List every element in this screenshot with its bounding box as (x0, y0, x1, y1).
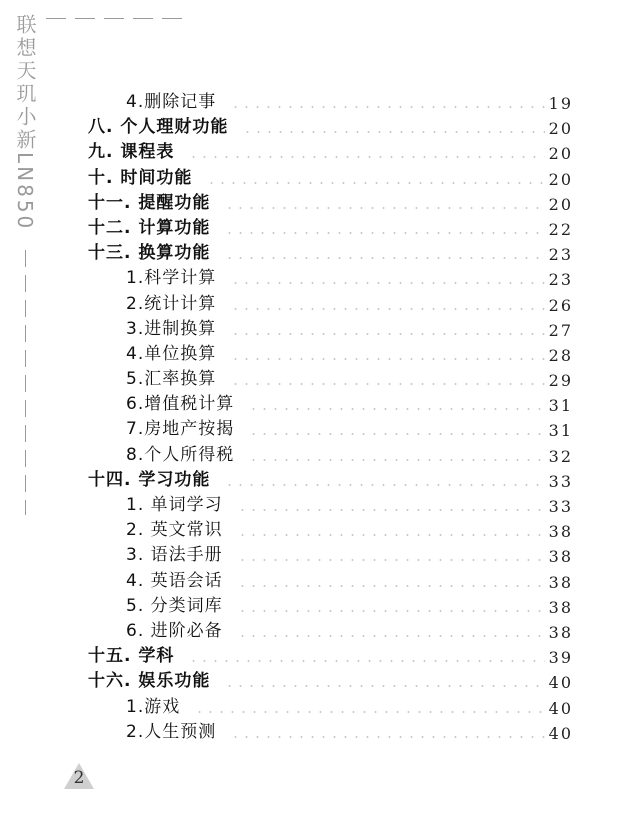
toc-entry-page: 20 (548, 144, 573, 164)
toc-entry[interactable] (0, 317, 621, 342)
toc-entry-page: 38 (548, 597, 573, 617)
dot-leader (224, 484, 545, 486)
toc-entry-title: 4. 英语会话 (126, 570, 223, 591)
dot-leader (230, 383, 545, 385)
toc-entry-title: 4.删除记事 (126, 92, 217, 112)
toc-entry-title: 十三. 换算功能 (88, 243, 211, 264)
toc-entry-page: 31 (548, 421, 573, 441)
toc-entry-page: 38 (548, 572, 573, 592)
toc-entry-title: 八. 个人理财功能 (88, 117, 229, 138)
toc-entry-page: 39 (548, 648, 573, 668)
toc-entry[interactable] (0, 468, 621, 493)
toc-entry[interactable] (0, 417, 621, 442)
dot-leader (230, 308, 545, 310)
toc-entry[interactable] (0, 695, 621, 720)
toc-entry-page: 23 (548, 270, 573, 290)
page-number: 2 (73, 768, 85, 788)
dot-leader (206, 182, 545, 184)
toc-entry[interactable] (0, 543, 621, 568)
dash (104, 18, 124, 19)
toc-entry-page: 33 (548, 471, 573, 491)
dot-leader (224, 685, 545, 687)
toc-entry-title: 十二. 计算功能 (88, 217, 211, 238)
dot-leader (230, 358, 545, 360)
toc-entry-title: 十. 时间功能 (88, 167, 193, 188)
toc-entry-title: 6.增值税计算 (126, 394, 235, 415)
dot-leader (237, 534, 545, 536)
dot-leader (230, 282, 545, 284)
toc-entry-page: 33 (548, 497, 573, 516)
toc-entry[interactable] (0, 493, 621, 518)
toc-entry-page: 40 (548, 673, 573, 693)
toc-entry-page: 31 (548, 396, 573, 416)
toc-entry[interactable] (0, 644, 621, 669)
toc-entry-title: 8.个人所得税 (126, 444, 235, 465)
toc-entry[interactable] (0, 619, 621, 644)
toc-entry-title: 5.汇率换算 (126, 369, 217, 390)
dot-leader (237, 610, 545, 612)
dash (46, 18, 66, 19)
toc-entry-page: 26 (548, 295, 573, 315)
toc-entry-title: 4.单位换算 (126, 343, 217, 364)
toc-entry[interactable] (0, 669, 621, 694)
toc-entry[interactable] (0, 216, 621, 241)
top-dash-rule (46, 18, 182, 19)
dash (75, 18, 95, 19)
toc-entry-title: 1.科学计算 (126, 268, 217, 289)
toc-entry-page: 40 (548, 698, 573, 718)
toc-entry-page: 38 (548, 522, 573, 542)
dot-leader (248, 459, 545, 461)
dot-leader (237, 635, 545, 637)
dot-leader (248, 408, 545, 410)
toc-entry-page: 20 (548, 194, 573, 214)
dot-leader (242, 131, 545, 133)
toc-entry-title: 九. 课程表 (88, 142, 175, 163)
dot-leader (237, 585, 545, 587)
toc-entry[interactable] (0, 191, 621, 216)
toc-entry-title: 7.房地产按揭 (126, 419, 235, 440)
toc-entry-page: 20 (548, 169, 573, 189)
toc-entry[interactable] (0, 140, 621, 165)
dot-leader (237, 509, 545, 511)
toc-entry[interactable] (0, 594, 621, 619)
dash (162, 18, 182, 19)
toc-entry[interactable] (0, 90, 621, 115)
toc-entry[interactable] (0, 518, 621, 543)
toc-entry-title: 3. 语法手册 (126, 545, 223, 566)
dot-leader (224, 257, 545, 259)
dot-leader (224, 207, 545, 209)
toc-entry[interactable] (0, 292, 621, 317)
toc-entry[interactable] (0, 115, 621, 140)
dot-leader (188, 156, 545, 158)
toc-entry-page: 38 (548, 547, 573, 567)
toc-entry-title: 6. 进阶必备 (126, 620, 223, 641)
toc-entry-page: 40 (548, 723, 573, 743)
toc-entry[interactable] (0, 367, 621, 392)
toc-entry-title: 1. 单词学习 (126, 495, 223, 515)
toc-entry[interactable] (0, 266, 621, 291)
toc-entry-page: 28 (548, 345, 573, 365)
toc-entry[interactable] (0, 720, 621, 745)
dot-leader (188, 660, 545, 662)
toc-entry[interactable] (0, 241, 621, 266)
dash (133, 18, 153, 19)
toc-entry-title: 十四. 学习功能 (88, 469, 211, 490)
spine-title: 联想天玑小新LN850 (13, 14, 37, 232)
toc-entry-title: 1.游戏 (126, 696, 181, 717)
toc-entry-title: 2.人生预测 (126, 721, 217, 742)
toc-entry[interactable] (0, 569, 621, 594)
toc-entry-title: 2. 英文常识 (126, 520, 223, 541)
toc-entry[interactable] (0, 166, 621, 191)
toc-entry-page: 38 (548, 622, 573, 642)
toc-entry-title: 2.统计计算 (126, 293, 217, 314)
dot-leader (194, 711, 545, 713)
toc-entry-page: 20 (548, 119, 573, 139)
toc-entry-page: 32 (548, 446, 573, 466)
toc-entry-page: 27 (548, 320, 573, 340)
toc-entry[interactable] (0, 443, 621, 468)
toc-entry[interactable] (0, 342, 621, 367)
toc-entry-title: 十五. 学科 (88, 646, 175, 667)
table-of-contents (0, 90, 621, 745)
toc-entry-page: 23 (548, 245, 573, 265)
dot-leader (230, 106, 545, 108)
toc-entry-page: 22 (548, 219, 573, 239)
page-number-badge (63, 762, 95, 790)
dot-leader (248, 433, 545, 435)
dot-leader (237, 559, 545, 561)
dot-leader (224, 232, 545, 234)
dot-leader (230, 333, 545, 335)
toc-entry-title: 十一. 提醒功能 (88, 192, 211, 213)
toc-entry-title: 5. 分类词库 (126, 595, 223, 616)
toc-entry-title: 3.进制换算 (126, 318, 217, 339)
dot-leader (230, 736, 545, 738)
toc-entry-page: 29 (548, 371, 573, 391)
toc-entry-title: 十六. 娱乐功能 (88, 671, 211, 692)
toc-entry-page: 19 (548, 94, 573, 113)
toc-entry[interactable] (0, 392, 621, 417)
